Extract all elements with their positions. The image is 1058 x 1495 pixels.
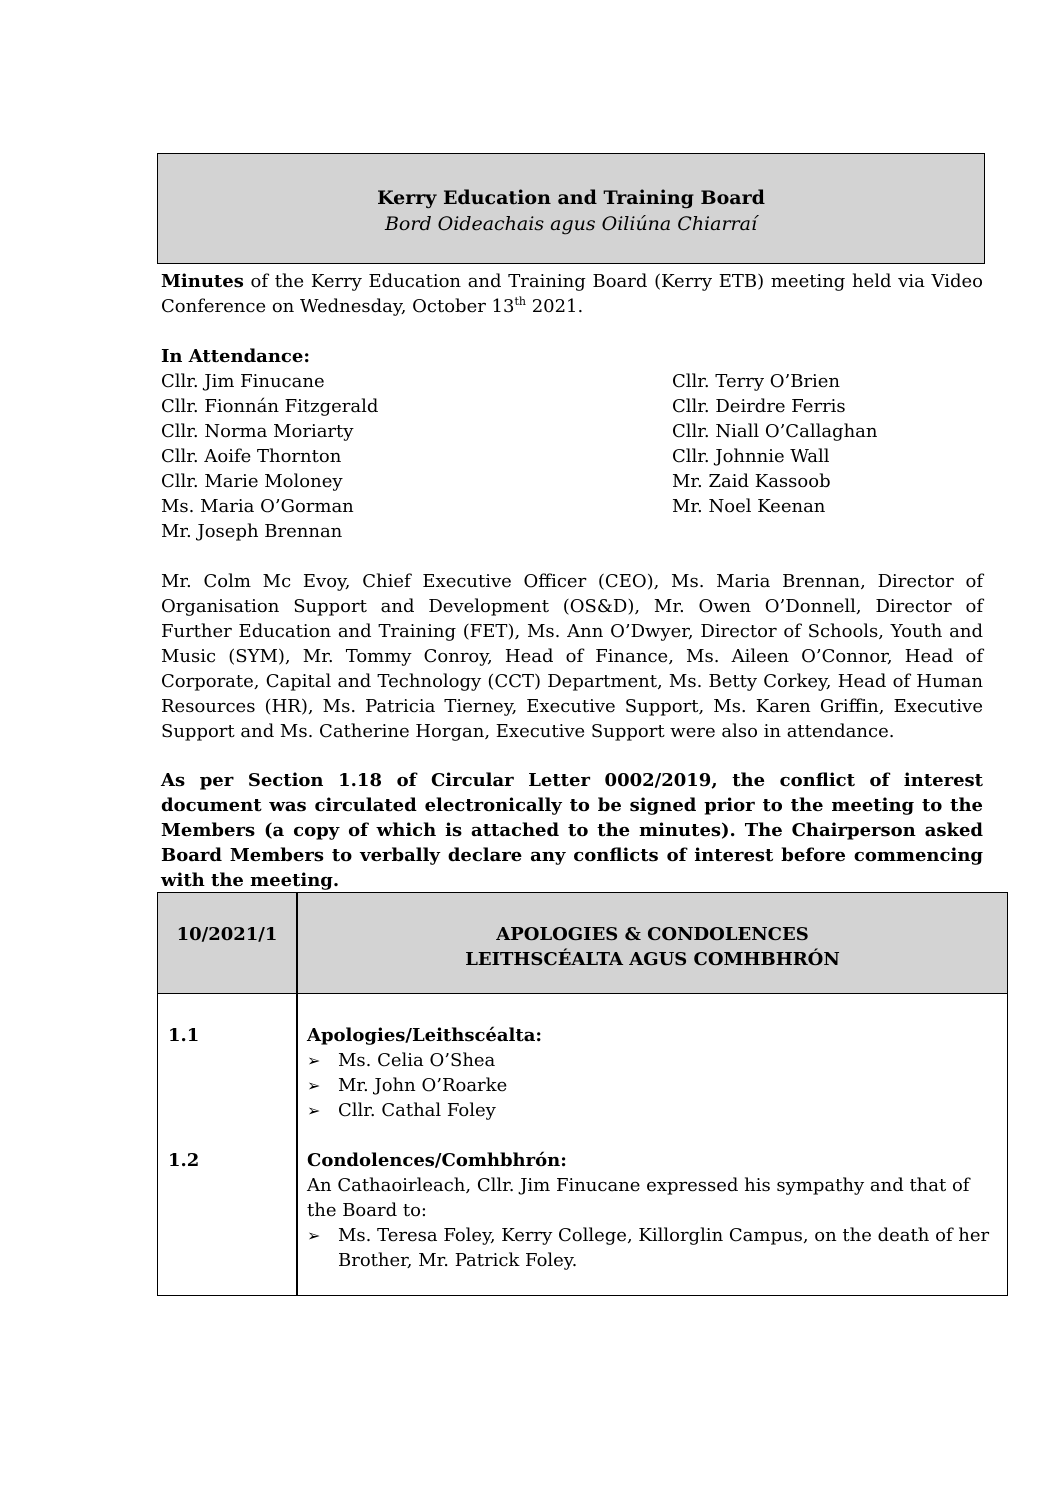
list-item-text: Ms. Celia O’Shea bbox=[338, 1050, 496, 1071]
intro-text: of the Kerry Education and Training Board (Kerry ETB) meeting held via Video Conference on Wednesday, October 13 bbox=[161, 271, 983, 317]
conflict-of-interest-paragraph: As per Section 1.18 of Circular Letter 0002/2019, the conflict of interest document was circulated electronically to be signed prior to the meeting to the Members (a copy of which is attached to the minutes). The Chairperson asked Board Members to verbally declare any conflicts of interest before commencing with the meeting. bbox=[161, 770, 983, 891]
arrowhead-bullet-icon: ➢ bbox=[307, 1076, 321, 1095]
agenda-title-irish: LEITHSCÉALTA AGUS COMHBHRÓN bbox=[465, 949, 840, 970]
attendee: Cllr. Johnnie Wall bbox=[672, 446, 830, 467]
attendee: Cllr. Fionnán Fitzgerald bbox=[161, 396, 379, 417]
agenda-item-number: 1.2 bbox=[168, 1150, 200, 1171]
attendee: Ms. Maria O’Gorman bbox=[161, 496, 354, 517]
document-title: Kerry Education and Training Board bbox=[377, 187, 765, 209]
attendee: Cllr. Terry O’Brien bbox=[672, 371, 841, 392]
attendance-right-column bbox=[672, 369, 1058, 519]
attendance-heading: In Attendance: bbox=[161, 346, 310, 367]
agenda-item-number: 1.1 bbox=[168, 1025, 200, 1046]
attendee: Cllr. Aoife Thornton bbox=[161, 446, 342, 467]
attendee: Mr. Zaid Kassoob bbox=[672, 471, 831, 492]
agenda-column-divider bbox=[296, 893, 298, 1295]
list-item bbox=[307, 1073, 997, 1098]
list-item-text: Cllr. Cathal Foley bbox=[338, 1100, 496, 1121]
attendee: Cllr. Deirdre Ferris bbox=[672, 396, 846, 417]
agenda-reference: 10/2021/1 bbox=[176, 924, 278, 945]
list-item-text: Mr. John O’Roarke bbox=[338, 1075, 508, 1096]
arrowhead-bullet-icon: ➢ bbox=[307, 1051, 321, 1070]
list-item-text: Ms. Teresa Foley, Kerry College, Killorglin Campus, on the death of her Brother, Mr. Patrick Foley. bbox=[338, 1225, 990, 1271]
agenda-title-english: APOLOGIES & CONDOLENCES bbox=[496, 924, 809, 945]
agenda-title bbox=[298, 922, 1007, 972]
intro-text-end: 2021. bbox=[525, 296, 584, 317]
list-item bbox=[307, 1098, 997, 1123]
agenda-item-apologies bbox=[307, 1023, 997, 1123]
attendee: Cllr. Jim Finucane bbox=[161, 371, 325, 392]
document-header-box bbox=[157, 153, 985, 264]
attendee: Mr. Joseph Brennan bbox=[161, 521, 343, 542]
staff-attendance-paragraph: Mr. Colm Mc Evoy, Chief Executive Officer (CEO), Ms. Maria Brennan, Director of Organisation Support and Development (OS&D), Mr. Owen O’Donnell, Director of Further Education and Training (FET), Ms. Ann O’Dwyer, Director of Schools, Youth and Music (SYM), Mr. Tommy Conroy, Head of Finance, Ms. Aileen O’Connor, Head of Corporate, Capital and Technology (CCT) Department, Ms. Betty Corkey, Head of Human Resources (HR), Ms. Patricia Tierney, Executive Support, Ms. Karen Griffin, Executive Support and Ms. Catherine Horgan, Executive Support were also in attendance. bbox=[161, 571, 983, 742]
attendee: Cllr. Marie Moloney bbox=[161, 471, 343, 492]
list-item bbox=[307, 1048, 997, 1073]
attendee: Cllr. Niall O’Callaghan bbox=[672, 421, 878, 442]
intro-bold-word: Minutes bbox=[161, 271, 244, 292]
arrowhead-bullet-icon: ➢ bbox=[307, 1101, 321, 1120]
attendee: Mr. Noel Keenan bbox=[672, 496, 826, 517]
agenda-item-text: An Cathaoirleach, Cllr. Jim Finucane expressed his sympathy and that of the Board to: bbox=[307, 1175, 970, 1221]
arrowhead-bullet-icon: ➢ bbox=[307, 1226, 321, 1245]
intro-superscript: th bbox=[514, 295, 526, 308]
agenda-item-heading: Condolences/Comhbhrón: bbox=[307, 1150, 567, 1171]
intro-paragraph bbox=[161, 269, 983, 319]
agenda-item-heading: Apologies/Leithscéalta: bbox=[307, 1025, 543, 1046]
attendance-left-column bbox=[161, 369, 581, 544]
document-subtitle: Bord Oideachais agus Oiliúna Chiarraí bbox=[384, 213, 758, 235]
attendee: Cllr. Norma Moriarty bbox=[161, 421, 354, 442]
agenda-table-header bbox=[158, 893, 1007, 994]
agenda-item-condolences bbox=[307, 1148, 997, 1273]
list-item bbox=[307, 1223, 997, 1273]
agenda-table bbox=[157, 892, 1008, 1296]
